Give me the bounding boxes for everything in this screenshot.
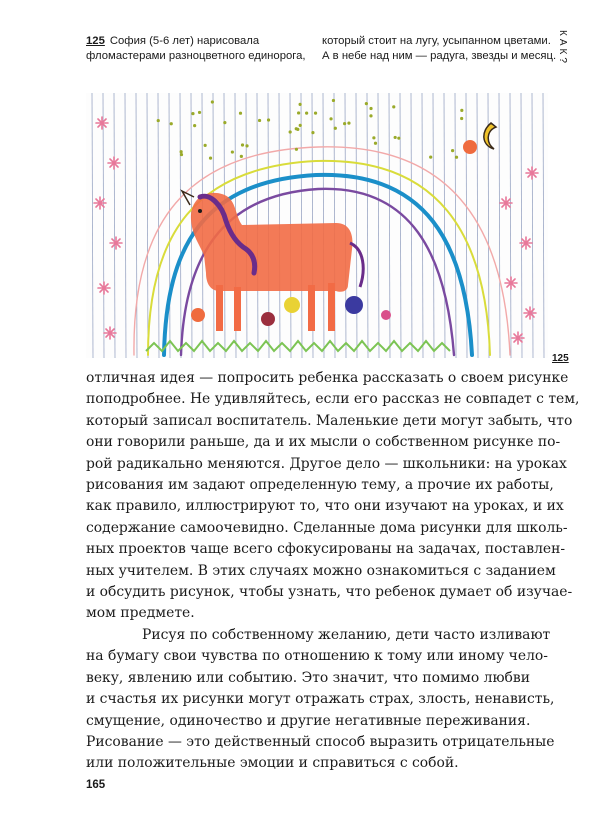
star <box>180 153 183 156</box>
sparkle <box>526 167 538 179</box>
star <box>204 144 207 147</box>
flower <box>191 308 205 322</box>
figure-caption-right <box>322 34 557 64</box>
star <box>311 131 314 134</box>
sparkle <box>98 282 110 294</box>
flower <box>345 296 363 314</box>
star <box>374 142 377 145</box>
sun-flower <box>463 140 477 154</box>
star <box>314 112 317 115</box>
star <box>369 114 372 117</box>
star <box>429 156 432 159</box>
text-line: смущение, одиночество и другие негативные переживания. <box>86 712 531 729</box>
paragraph-2 <box>86 625 555 775</box>
star <box>289 130 292 133</box>
sparkle <box>104 327 116 339</box>
text-line: мом предмете. <box>86 605 195 622</box>
sparkle <box>524 307 536 319</box>
sparkle <box>500 197 512 209</box>
star <box>211 100 214 103</box>
figure-caption-left <box>86 34 308 64</box>
text-line: рой радикально меняются. Другое дело — школьники: на уроках <box>86 455 567 472</box>
sparkle <box>108 157 120 169</box>
text-line: ных проектов чаще всего сфокусированы на задачах, поставлен- <box>86 541 566 558</box>
star <box>245 144 248 147</box>
star <box>334 127 337 130</box>
text-line: на бумагу свои чувства по отношению к тому или иному чело- <box>86 648 548 665</box>
star <box>297 111 300 114</box>
flower <box>381 310 391 320</box>
text-line: рисования им задают определенную тему, а прочие их работы, <box>86 477 554 494</box>
text-line: веку, явлению или событию. Это значит, что помимо любви <box>86 669 530 686</box>
flower <box>284 297 300 313</box>
star <box>365 102 368 105</box>
text-line: и обсудить рисунок, чтобы узнать, что ребенок думает об изучае- <box>86 584 573 601</box>
text-line: или положительные эмоции и справиться с собой. <box>86 755 459 772</box>
unicorn-eye <box>198 209 202 213</box>
caption-line <box>86 34 308 49</box>
text-line: ных учителем. В этих случаях можно ознакомиться с заданием <box>86 562 556 579</box>
sparkle <box>96 117 108 129</box>
caption-line: который стоит на лугу, усыпанном цветами. <box>322 35 551 47</box>
body-text <box>86 368 580 775</box>
star <box>170 122 173 125</box>
star <box>240 155 243 158</box>
paragraph-1 <box>86 368 580 625</box>
star <box>209 157 212 160</box>
star <box>460 109 463 112</box>
unicorn-leg <box>234 287 241 331</box>
sparkle <box>94 197 106 209</box>
sparkle <box>505 277 517 289</box>
flower <box>261 312 275 326</box>
sparkle <box>110 237 122 249</box>
star <box>394 136 397 139</box>
star <box>392 105 395 108</box>
text-line: Рисование — это действенный способ выразить отрицательные <box>86 733 555 750</box>
text-line: который записал воспитатель. Маленькие дети могут забыть, что <box>86 412 573 429</box>
star <box>239 112 242 115</box>
caption-line: А в небе над ним — радуга, звезды и месяц. <box>322 50 557 62</box>
star <box>295 148 298 151</box>
star <box>223 121 226 124</box>
text-line: они говорили раньше, да и их мысли о собственном рисунке по- <box>86 434 561 451</box>
star <box>299 103 302 106</box>
sparkle <box>512 332 524 344</box>
star <box>180 150 183 153</box>
star <box>343 122 346 125</box>
unicorn-leg <box>216 285 223 331</box>
child-drawing-unicorn <box>86 93 548 358</box>
figure-number: 125 <box>86 35 105 47</box>
text-line: Рисуя по собственному желанию, дети часто изливают <box>142 626 551 643</box>
star <box>198 111 201 114</box>
star <box>397 137 400 140</box>
star <box>305 112 308 115</box>
star <box>258 119 261 122</box>
text-line: содержание самоочевидно. Сделанные дома рисунки для школь- <box>86 519 568 536</box>
margin-figure-reference: 125 <box>552 353 569 364</box>
star <box>347 122 350 125</box>
star <box>329 117 332 120</box>
text-line: и счастья их рисунки могут отражать страх, злость, ненависть, <box>86 691 555 708</box>
star <box>295 127 298 130</box>
star <box>191 112 194 115</box>
star <box>267 118 270 121</box>
star <box>157 119 160 122</box>
star <box>372 136 375 139</box>
star <box>241 143 244 146</box>
caption-line: фломастерами разноцветного единорога, <box>86 50 306 62</box>
unicorn-leg <box>308 285 315 331</box>
unicorn-leg <box>328 283 335 331</box>
star <box>299 124 302 127</box>
star <box>193 124 196 127</box>
star <box>332 99 335 102</box>
running-title: КАК? <box>557 30 568 66</box>
star <box>369 107 372 110</box>
page-number: 165 <box>86 779 106 791</box>
star <box>231 150 234 153</box>
text-line: как правило, иллюстрируют то, что они изучают на уроках, и их <box>86 498 564 515</box>
text-line: отличная идея — попросить ребенка рассказать о своем рисунке <box>86 370 569 386</box>
star <box>455 156 458 159</box>
caption-text: София (5-6 лет) нарисовала <box>109 35 260 47</box>
sparkle <box>520 237 532 249</box>
text-line: поподробнее. Не удивляйтесь, если его рассказ не совпадет с тем, <box>86 391 580 408</box>
star <box>460 117 463 120</box>
star <box>451 149 454 152</box>
